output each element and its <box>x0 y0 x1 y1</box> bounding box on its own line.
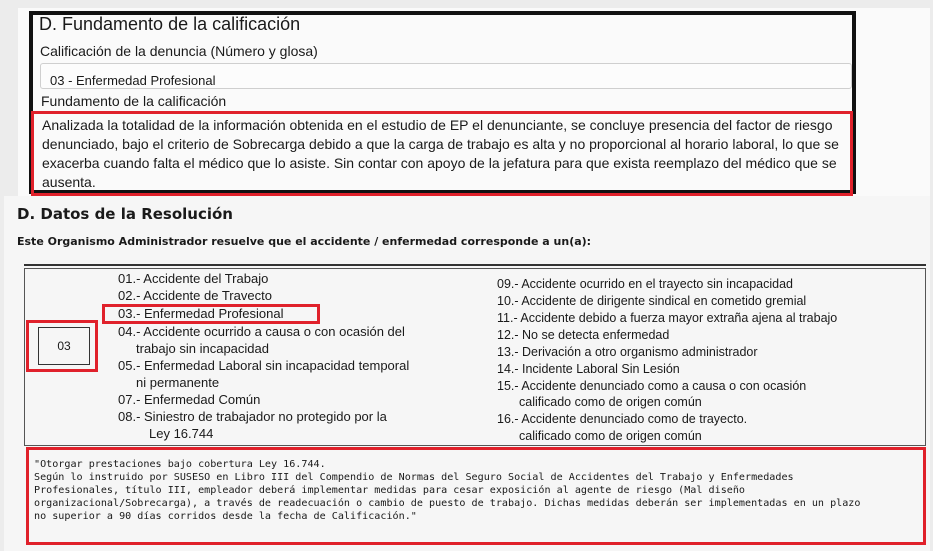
selected-code-box: 03 <box>38 327 90 365</box>
option-01: 01.- Accidente del Trabajo <box>118 271 269 286</box>
option-08-cont: Ley 16.744 <box>149 426 214 441</box>
option-10: 10.- Accidente de dirigente sindical en cometido gremial <box>497 294 807 308</box>
calificacion-value: 03 - Enfermedad Profesional <box>50 73 216 88</box>
fundamento-label: Fundamento de la calificación <box>41 93 227 109</box>
option-04-cont: trabajo sin incapacidad <box>136 341 269 356</box>
option-15: 15.- Accidente denunciado como a causa o con ocasión <box>497 379 807 393</box>
fundamento-text: Analizada la totalidad de la información obtenida en el estudio de EP el denunciante, se concluye presencia del factor de riesgo denunciado, bajo el criterio de Sobrecarga debido a que la carga de trabajo es alta y no proporcional al horario laboral, lo que se exacerba cuando falta el médico que lo asiste. Sin contar con apoyo de la jefatura para que exista reemplazo del médico que se ausenta. <box>42 117 839 190</box>
option-15-cont: calificado como de origen común <box>519 395 702 409</box>
table-top-rule <box>24 264 926 266</box>
calificacion-label: Calificación de la denuncia (Número y glosa) <box>40 43 318 59</box>
option-05-cont: ni permanente <box>136 375 220 390</box>
option-04: 04.- Accidente ocurrido a causa o con ocasión del <box>118 324 405 339</box>
option-02: 02.- Accidente de Travecto <box>118 288 272 303</box>
option-16: 16.- Accidente denunciado como de trayecto. <box>497 412 748 426</box>
option-08: 08.- Siniestro de trabajador no protegido por la <box>118 409 387 424</box>
fundamento-section-title: D. Fundamento de la calificación <box>39 14 301 34</box>
option-11: 11.- Accidente debido a fuerza mayor extraña ajena al trabajo <box>497 311 838 325</box>
option-16-cont: calificado como de origen común <box>519 429 702 443</box>
resolucion-section-title: D. Datos de la Resolución <box>17 205 233 223</box>
option-05: 05.- Enfermedad Laboral sin incapacidad temporal <box>118 358 410 373</box>
option-12: 12.- No se detecta enfermedad <box>497 328 670 342</box>
option-03: 03.- Enfermedad Profesional <box>118 306 284 321</box>
option-09: 09.- Accidente ocurrido en el trayecto sin incapacidad <box>497 277 794 291</box>
option-07: 07.- Enfermedad Común <box>118 392 261 407</box>
option-14: 14.- Incidente Laboral Sin Lesión <box>497 362 680 376</box>
organismo-statement: Este Organismo Administrador resuelve que el accidente / enfermedad corresponde a un(a): <box>17 235 592 248</box>
instructions-text: "Otorgar prestaciones bajo cobertura Ley 16.744. Según lo instruido por SUSESO en Libro III del Compendio de Normas del Seguro Social de Accidentes del Trabajo y Enfermedades Profesionales, título III, empleador deberá implementar medidas para cesar exposición al agente de riesgo (Mal diseño organizacional/Sobrecarga), a través de readecuación o cambio de puesto de trabajo. Dichas medidas deberán ser implementadas en un plazo no superior a 90 días corridos desde la fecha de Calificación." <box>34 459 861 522</box>
option-13: 13.- Derivación a otro organismo administrador <box>497 345 758 359</box>
